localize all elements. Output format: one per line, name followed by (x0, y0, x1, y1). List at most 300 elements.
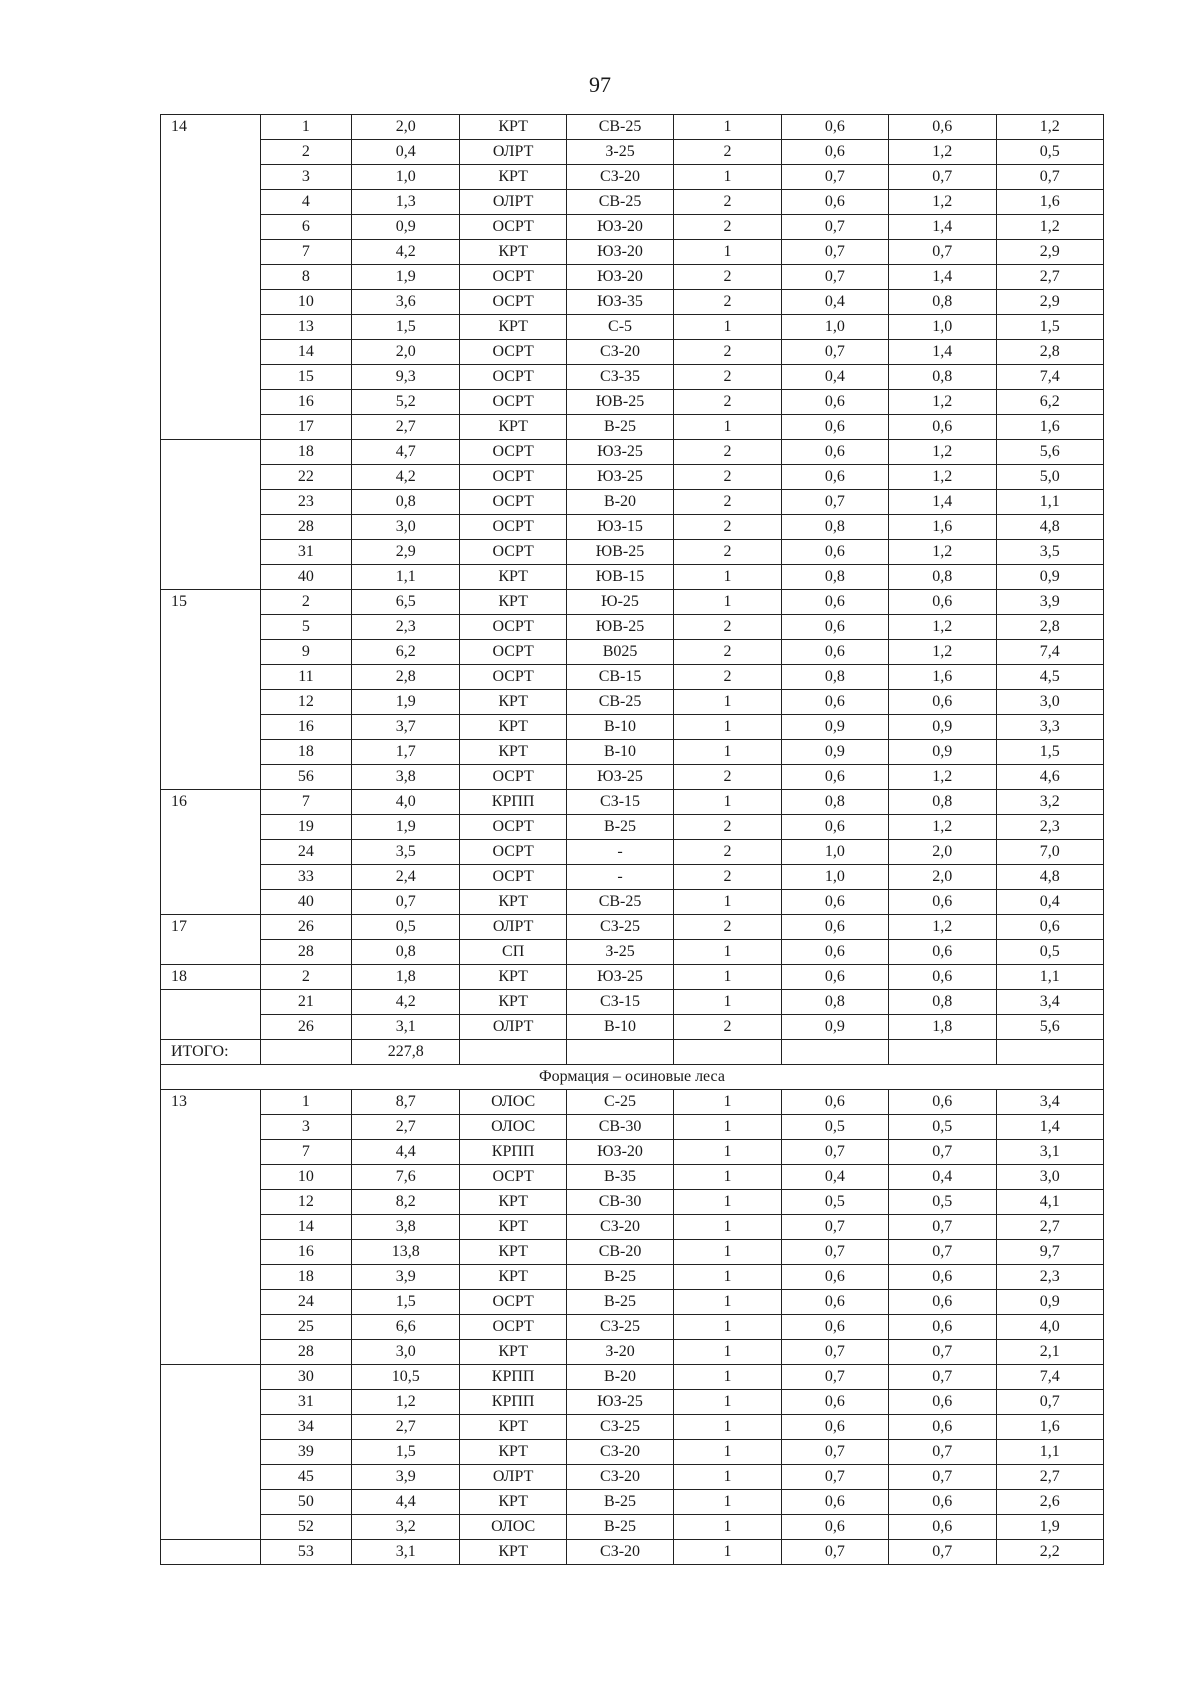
coef-a-cell: 0,6 (781, 540, 888, 565)
coef-b-cell: 0,4 (889, 1165, 996, 1190)
table-row (161, 1365, 1104, 1390)
coef-a-cell: 1,0 (781, 865, 888, 890)
value-cell: 1,2 (996, 215, 1104, 240)
plot-number-cell: 3 (260, 165, 351, 190)
coef-a-cell: 0,6 (781, 940, 888, 965)
coef-a-cell: 0,6 (781, 615, 888, 640)
plot-number-cell: 2 (260, 965, 351, 990)
area-cell: 0,5 (351, 915, 460, 940)
area-cell: 4,2 (351, 990, 460, 1015)
coef-b-cell: 1,2 (889, 815, 996, 840)
class-cell: 2 (674, 1015, 781, 1040)
coef-b-cell: 1,2 (889, 440, 996, 465)
coef-a-cell: 0,6 (781, 1390, 888, 1415)
coef-a-cell: 0,6 (781, 690, 888, 715)
table-row (161, 1390, 1104, 1415)
plot-number-cell: 10 (260, 290, 351, 315)
value-cell: 4,1 (996, 1190, 1104, 1215)
table-row (161, 490, 1104, 515)
forest-data-table (160, 114, 1104, 1565)
class-cell: 1 (674, 715, 781, 740)
value-cell: 5,0 (996, 465, 1104, 490)
table-row (161, 790, 1104, 815)
plot-number-cell: 15 (260, 365, 351, 390)
type-cell: КРТ (460, 590, 566, 615)
value-cell: 2,3 (996, 815, 1104, 840)
exposure-cell: ЮЗ-20 (566, 215, 673, 240)
coef-a-cell: 0,7 (781, 1240, 888, 1265)
coef-a-cell: 0,7 (781, 240, 888, 265)
value-cell: 3,2 (996, 790, 1104, 815)
table-row (161, 690, 1104, 715)
coef-b-cell: 1,2 (889, 615, 996, 640)
type-cell: ОСРТ (460, 665, 566, 690)
area-cell: 1,3 (351, 190, 460, 215)
class-cell: 1 (674, 1090, 781, 1115)
coef-b-cell: 0,8 (889, 365, 996, 390)
coef-a-cell: 0,7 (781, 215, 888, 240)
area-cell: 3,0 (351, 1340, 460, 1365)
area-cell: 2,7 (351, 1415, 460, 1440)
class-cell: 2 (674, 915, 781, 940)
table-row (161, 1315, 1104, 1340)
class-cell: 2 (674, 390, 781, 415)
plot-number-cell: 25 (260, 1315, 351, 1340)
table-row (161, 290, 1104, 315)
plot-number-cell: 7 (260, 240, 351, 265)
value-cell: 1,6 (996, 1415, 1104, 1440)
area-cell: 10,5 (351, 1365, 460, 1390)
value-cell: 2,8 (996, 615, 1104, 640)
area-cell: 3,2 (351, 1515, 460, 1540)
coef-b-cell: 1,2 (889, 390, 996, 415)
coef-a-cell: 0,8 (781, 515, 888, 540)
type-cell: ОЛОС (460, 1090, 566, 1115)
plot-number-cell: 31 (260, 1390, 351, 1415)
table-row (161, 1190, 1104, 1215)
coef-a-cell: 0,5 (781, 1190, 888, 1215)
type-cell: КРТ (460, 1240, 566, 1265)
exposure-cell: - (566, 865, 673, 890)
plot-number-cell: 12 (260, 690, 351, 715)
coef-b-cell: 2,0 (889, 865, 996, 890)
area-cell: 3,1 (351, 1015, 460, 1040)
coef-b-cell: 0,6 (889, 965, 996, 990)
plot-number-cell: 50 (260, 1490, 351, 1515)
value-cell: 1,1 (996, 965, 1104, 990)
exposure-cell: ЮЗ-35 (566, 290, 673, 315)
value-cell: 3,4 (996, 990, 1104, 1015)
exposure-cell: В-25 (566, 1290, 673, 1315)
coef-b-cell: 0,7 (889, 1340, 996, 1365)
coef-a-cell: 0,7 (781, 1465, 888, 1490)
class-cell: 1 (674, 690, 781, 715)
value-cell: 4,5 (996, 665, 1104, 690)
coef-b-cell: 0,8 (889, 990, 996, 1015)
class-cell: 2 (674, 815, 781, 840)
page-number: 97 (589, 72, 611, 97)
exposure-cell: В-25 (566, 1515, 673, 1540)
type-cell: ОСРТ (460, 290, 566, 315)
type-cell: ОСРТ (460, 390, 566, 415)
type-cell: КРТ (460, 1490, 566, 1515)
value-cell: 3,3 (996, 715, 1104, 740)
coef-a-cell: 0,7 (781, 1140, 888, 1165)
exposure-cell: СВ-25 (566, 115, 673, 140)
coef-a-cell: 0,6 (781, 1415, 888, 1440)
coef-b-cell: 1,4 (889, 265, 996, 290)
value-cell: 3,5 (996, 540, 1104, 565)
coef-b-cell: 0,7 (889, 1440, 996, 1465)
coef-b-cell: 1,2 (889, 540, 996, 565)
value-cell: 0,5 (996, 140, 1104, 165)
coef-a-cell: 0,6 (781, 415, 888, 440)
plot-number-cell: 16 (260, 390, 351, 415)
compartment-cell (161, 1365, 261, 1540)
value-cell: 1,9 (996, 1515, 1104, 1540)
area-cell: 0,8 (351, 940, 460, 965)
area-cell: 4,2 (351, 240, 460, 265)
value-cell: 2,1 (996, 1340, 1104, 1365)
value-cell: 0,5 (996, 940, 1104, 965)
coef-b-cell: 0,7 (889, 1540, 996, 1565)
area-cell: 2,7 (351, 415, 460, 440)
class-cell: 1 (674, 415, 781, 440)
class-cell: 2 (674, 265, 781, 290)
table-row (161, 115, 1104, 140)
table-row (161, 865, 1104, 890)
class-cell: 1 (674, 1340, 781, 1365)
table-row (161, 965, 1104, 990)
coef-a-cell: 0,4 (781, 365, 888, 390)
area-cell: 1,9 (351, 815, 460, 840)
empty-cell (460, 1040, 566, 1065)
value-cell: 1,1 (996, 1440, 1104, 1465)
area-cell: 1,1 (351, 565, 460, 590)
area-cell: 1,5 (351, 1290, 460, 1315)
exposure-cell: СВ-20 (566, 1240, 673, 1265)
exposure-cell: - (566, 840, 673, 865)
class-cell: 1 (674, 1115, 781, 1140)
class-cell: 1 (674, 1265, 781, 1290)
type-cell: КРПП (460, 1365, 566, 1390)
exposure-cell: ЮЗ-20 (566, 240, 673, 265)
exposure-cell: ЮЗ-20 (566, 1140, 673, 1165)
table-row (161, 840, 1104, 865)
table-row (161, 365, 1104, 390)
coef-a-cell: 0,9 (781, 1015, 888, 1040)
value-cell: 2,6 (996, 1490, 1104, 1515)
coef-b-cell: 1,6 (889, 665, 996, 690)
plot-number-cell: 24 (260, 840, 351, 865)
plot-number-cell: 52 (260, 1515, 351, 1540)
table-row (161, 140, 1104, 165)
exposure-cell: В-25 (566, 1490, 673, 1515)
exposure-cell: ЮЗ-25 (566, 440, 673, 465)
area-cell: 0,7 (351, 890, 460, 915)
area-cell: 2,0 (351, 340, 460, 365)
coef-b-cell: 1,8 (889, 1015, 996, 1040)
coef-a-cell: 0,6 (781, 1090, 888, 1115)
area-cell: 3,8 (351, 1215, 460, 1240)
table-row (161, 1215, 1104, 1240)
value-cell: 3,0 (996, 690, 1104, 715)
coef-a-cell: 0,8 (781, 990, 888, 1015)
exposure-cell: В-25 (566, 415, 673, 440)
exposure-cell: В025 (566, 640, 673, 665)
type-cell: КРТ (460, 240, 566, 265)
type-cell: ОСРТ (460, 640, 566, 665)
coef-b-cell: 0,6 (889, 1490, 996, 1515)
type-cell: КРТ (460, 690, 566, 715)
coef-a-cell: 0,6 (781, 190, 888, 215)
coef-b-cell: 1,4 (889, 340, 996, 365)
type-cell: ОЛРТ (460, 190, 566, 215)
class-cell: 1 (674, 1440, 781, 1465)
value-cell: 1,5 (996, 315, 1104, 340)
plot-number-cell: 12 (260, 1190, 351, 1215)
table-row (161, 1440, 1104, 1465)
coef-b-cell: 0,7 (889, 240, 996, 265)
compartment-cell: 16 (161, 790, 261, 915)
plot-number-cell: 31 (260, 540, 351, 565)
type-cell: ОЛОС (460, 1515, 566, 1540)
plot-number-cell: 7 (260, 1140, 351, 1165)
exposure-cell: СВ-15 (566, 665, 673, 690)
coef-a-cell: 0,7 (781, 1215, 888, 1240)
table-row (161, 440, 1104, 465)
table-row (161, 940, 1104, 965)
class-cell: 1 (674, 740, 781, 765)
area-cell: 8,7 (351, 1090, 460, 1115)
class-cell: 1 (674, 1215, 781, 1240)
area-cell: 4,2 (351, 465, 460, 490)
area-cell: 1,9 (351, 265, 460, 290)
type-cell: СП (460, 940, 566, 965)
area-cell: 13,8 (351, 1240, 460, 1265)
value-cell: 0,4 (996, 890, 1104, 915)
area-cell: 1,7 (351, 740, 460, 765)
value-cell: 3,1 (996, 1140, 1104, 1165)
coef-a-cell: 0,6 (781, 1290, 888, 1315)
coef-a-cell: 0,6 (781, 115, 888, 140)
exposure-cell: З-25 (566, 140, 673, 165)
coef-b-cell: 1,4 (889, 490, 996, 515)
type-cell: ОСРТ (460, 340, 566, 365)
table-row (161, 1240, 1104, 1265)
type-cell: КРТ (460, 1215, 566, 1240)
value-cell: 4,8 (996, 515, 1104, 540)
coef-b-cell: 0,6 (889, 415, 996, 440)
table-row (161, 465, 1104, 490)
area-cell: 1,2 (351, 1390, 460, 1415)
empty-cell (260, 1040, 351, 1065)
plot-number-cell: 28 (260, 940, 351, 965)
type-cell: КРТ (460, 1440, 566, 1465)
coef-a-cell: 0,6 (781, 1315, 888, 1340)
table-row (161, 415, 1104, 440)
type-cell: КРТ (460, 115, 566, 140)
compartment-cell: 15 (161, 590, 261, 790)
table-row (161, 565, 1104, 590)
total-row (161, 1040, 1104, 1065)
exposure-cell: ЮЗ-25 (566, 965, 673, 990)
area-cell: 2,7 (351, 1115, 460, 1140)
coef-b-cell: 0,6 (889, 1390, 996, 1415)
compartment-cell (161, 1540, 261, 1565)
exposure-cell: ЮВ-25 (566, 540, 673, 565)
coef-b-cell: 1,2 (889, 765, 996, 790)
type-cell: ОСРТ (460, 840, 566, 865)
type-cell: КРТ (460, 415, 566, 440)
table-row (161, 890, 1104, 915)
class-cell: 1 (674, 315, 781, 340)
area-cell: 0,8 (351, 490, 460, 515)
plot-number-cell: 16 (260, 715, 351, 740)
coef-b-cell: 0,6 (889, 690, 996, 715)
value-cell: 2,2 (996, 1540, 1104, 1565)
exposure-cell: СВ-30 (566, 1115, 673, 1140)
empty-cell (566, 1040, 673, 1065)
plot-number-cell: 6 (260, 215, 351, 240)
exposure-cell: З-20 (566, 1340, 673, 1365)
exposure-cell: СВ-25 (566, 890, 673, 915)
coef-b-cell: 0,5 (889, 1115, 996, 1140)
type-cell: КРТ (460, 165, 566, 190)
type-cell: КРТ (460, 965, 566, 990)
exposure-cell: В-35 (566, 1165, 673, 1190)
class-cell: 1 (674, 940, 781, 965)
coef-a-cell: 0,6 (781, 815, 888, 840)
type-cell: КРТ (460, 1340, 566, 1365)
coef-b-cell: 1,4 (889, 215, 996, 240)
compartment-cell: 14 (161, 115, 261, 440)
coef-b-cell: 0,6 (889, 940, 996, 965)
area-cell: 6,5 (351, 590, 460, 615)
table-row (161, 315, 1104, 340)
plot-number-cell: 9 (260, 640, 351, 665)
exposure-cell: ЮВ-25 (566, 390, 673, 415)
exposure-cell: ЮЗ-15 (566, 515, 673, 540)
table-row (161, 1490, 1104, 1515)
area-cell: 2,8 (351, 665, 460, 690)
coef-b-cell: 0,8 (889, 565, 996, 590)
type-cell: КРТ (460, 1190, 566, 1215)
coef-a-cell: 0,6 (781, 390, 888, 415)
area-cell: 1,0 (351, 165, 460, 190)
table-row (161, 190, 1104, 215)
table-row (161, 1515, 1104, 1540)
table-row (161, 515, 1104, 540)
table-row (161, 1015, 1104, 1040)
value-cell: 3,4 (996, 1090, 1104, 1115)
area-cell: 6,2 (351, 640, 460, 665)
class-cell: 1 (674, 790, 781, 815)
type-cell: ОЛРТ (460, 1015, 566, 1040)
coef-a-cell: 0,7 (781, 340, 888, 365)
area-cell: 3,9 (351, 1465, 460, 1490)
table-row (161, 340, 1104, 365)
empty-cell (674, 1040, 781, 1065)
value-cell: 3,0 (996, 1165, 1104, 1190)
coef-b-cell: 0,6 (889, 1415, 996, 1440)
coef-a-cell: 0,6 (781, 965, 888, 990)
value-cell: 7,4 (996, 640, 1104, 665)
class-cell: 2 (674, 465, 781, 490)
coef-b-cell: 0,7 (889, 1215, 996, 1240)
area-cell: 8,2 (351, 1190, 460, 1215)
coef-b-cell: 0,6 (889, 1090, 996, 1115)
area-cell: 1,5 (351, 315, 460, 340)
table-row (161, 1165, 1104, 1190)
value-cell: 0,9 (996, 1290, 1104, 1315)
empty-cell (996, 1040, 1104, 1065)
area-cell: 6,6 (351, 1315, 460, 1340)
table-row (161, 815, 1104, 840)
coef-b-cell: 0,8 (889, 290, 996, 315)
area-cell: 4,4 (351, 1490, 460, 1515)
value-cell: 1,2 (996, 115, 1104, 140)
value-cell: 5,6 (996, 1015, 1104, 1040)
plot-number-cell: 13 (260, 315, 351, 340)
coef-b-cell: 1,2 (889, 640, 996, 665)
coef-b-cell: 0,6 (889, 1290, 996, 1315)
empty-cell (889, 1040, 996, 1065)
coef-a-cell: 0,8 (781, 665, 888, 690)
value-cell: 1,4 (996, 1115, 1104, 1140)
plot-number-cell: 22 (260, 465, 351, 490)
exposure-cell: СВ-25 (566, 690, 673, 715)
coef-a-cell: 0,6 (781, 590, 888, 615)
class-cell: 1 (674, 965, 781, 990)
exposure-cell: СЗ-20 (566, 1215, 673, 1240)
plot-number-cell: 10 (260, 1165, 351, 1190)
value-cell: 4,0 (996, 1315, 1104, 1340)
type-cell: КРТ (460, 315, 566, 340)
class-cell: 1 (674, 1190, 781, 1215)
coef-a-cell: 0,7 (781, 1540, 888, 1565)
class-cell: 2 (674, 615, 781, 640)
class-cell: 1 (674, 1490, 781, 1515)
coef-b-cell: 2,0 (889, 840, 996, 865)
coef-b-cell: 1,6 (889, 515, 996, 540)
area-cell: 5,2 (351, 390, 460, 415)
coef-b-cell: 1,2 (889, 465, 996, 490)
exposure-cell: В-25 (566, 1265, 673, 1290)
exposure-cell: СЗ-20 (566, 1540, 673, 1565)
type-cell: ОСРТ (460, 1290, 566, 1315)
coef-b-cell: 0,6 (889, 1265, 996, 1290)
coef-a-cell: 0,6 (781, 465, 888, 490)
coef-b-cell: 0,5 (889, 1190, 996, 1215)
area-cell: 3,8 (351, 765, 460, 790)
value-cell: 0,7 (996, 165, 1104, 190)
table-row (161, 240, 1104, 265)
table-row (161, 640, 1104, 665)
coef-b-cell: 0,6 (889, 590, 996, 615)
coef-a-cell: 0,9 (781, 715, 888, 740)
type-cell: ОЛОС (460, 1115, 566, 1140)
table-row (161, 1340, 1104, 1365)
exposure-cell: В-20 (566, 1365, 673, 1390)
type-cell: ОСРТ (460, 365, 566, 390)
coef-b-cell: 1,2 (889, 915, 996, 940)
class-cell: 2 (674, 440, 781, 465)
value-cell: 2,7 (996, 265, 1104, 290)
exposure-cell: В-10 (566, 715, 673, 740)
exposure-cell: Ю-25 (566, 590, 673, 615)
table-row (161, 1090, 1104, 1115)
